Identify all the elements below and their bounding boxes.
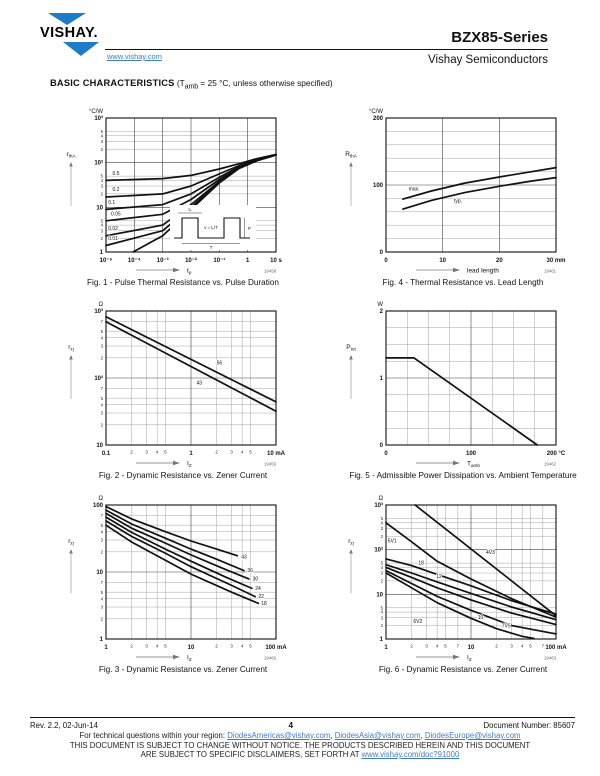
svg-text:W: W bbox=[377, 302, 383, 308]
svg-text:100: 100 bbox=[372, 183, 383, 189]
svg-text:4: 4 bbox=[435, 643, 439, 649]
section-heading bbox=[50, 78, 333, 91]
fig5-chart-svg bbox=[338, 297, 588, 469]
svg-text:typ.: typ. bbox=[454, 198, 463, 205]
svg-text:19463: 19463 bbox=[544, 655, 556, 661]
svg-text:7: 7 bbox=[100, 512, 103, 518]
division-title: Vishay Semiconductors bbox=[428, 54, 548, 66]
svg-text:3: 3 bbox=[380, 570, 383, 576]
legal-line-1: THIS DOCUMENT IS SUBJECT TO CHANGE WITHOUT NOTICE. THE PRODUCTS DESCRIBED HEREIN AND THIS DOCUMENT bbox=[69, 741, 531, 750]
svg-text:0.5: 0.5 bbox=[112, 170, 120, 177]
svg-text:1: 1 bbox=[379, 376, 383, 382]
chart-graphics bbox=[345, 109, 565, 275]
svg-text:4: 4 bbox=[155, 449, 159, 455]
svg-text:19458: 19458 bbox=[264, 268, 276, 274]
svg-text:3: 3 bbox=[230, 449, 233, 455]
fig6-caption: Fig. 6 - Dynamic Resistance vs. Zener Current bbox=[378, 665, 548, 674]
svg-text:4: 4 bbox=[100, 335, 103, 341]
svg-text:56: 56 bbox=[216, 360, 223, 367]
svg-text:100 mA: 100 mA bbox=[265, 645, 287, 651]
svg-text:3: 3 bbox=[100, 537, 103, 543]
svg-text:4: 4 bbox=[100, 402, 103, 408]
svg-text:7V5: 7V5 bbox=[501, 623, 511, 630]
svg-text:5: 5 bbox=[100, 218, 103, 224]
svg-text:100: 100 bbox=[92, 503, 103, 509]
svg-text:2: 2 bbox=[100, 355, 103, 361]
svg-text:rzj: $r_{zj}$ bbox=[348, 538, 354, 546]
svg-text:5: 5 bbox=[100, 589, 103, 595]
svg-text:rthA: $r_{thA}$ bbox=[66, 151, 76, 159]
svg-text:3: 3 bbox=[510, 643, 513, 649]
footer-row bbox=[30, 721, 575, 730]
fig6-chart-svg bbox=[338, 491, 588, 663]
svg-text:5: 5 bbox=[380, 560, 383, 566]
svg-text:3: 3 bbox=[380, 525, 383, 531]
svg-text:2: 2 bbox=[380, 578, 383, 584]
footer-rule bbox=[30, 717, 575, 718]
svg-text:4: 4 bbox=[380, 609, 383, 615]
legal-line-2 bbox=[0, 750, 600, 759]
section-title: BASIC CHARACTERISTICS bbox=[50, 78, 175, 88]
svg-text:200 °C: 200 °C bbox=[546, 451, 566, 457]
svg-text:4: 4 bbox=[520, 643, 524, 649]
svg-text:10: 10 bbox=[439, 258, 447, 264]
revision-text: Rev. 2.2, 02-Jun-14 bbox=[30, 721, 98, 730]
svg-text:0.02: 0.02 bbox=[108, 226, 118, 233]
svg-text:10: 10 bbox=[96, 443, 103, 449]
svg-text:10⁻²: 10⁻² bbox=[185, 258, 197, 264]
svg-text:1: 1 bbox=[99, 637, 103, 643]
svg-text:RthA: $R_{thA}$ bbox=[345, 151, 357, 159]
svg-text:10⁻⁴: 10⁻⁴ bbox=[127, 258, 141, 264]
svg-text:Tamb: $T_{amb}$ bbox=[467, 460, 480, 469]
svg-text:5: 5 bbox=[100, 328, 103, 334]
svg-text:5: 5 bbox=[529, 643, 532, 649]
figure-5 bbox=[338, 297, 588, 480]
svg-text:tₚ: tₚ bbox=[188, 207, 192, 212]
svg-text:22: 22 bbox=[258, 593, 264, 600]
svg-text:5: 5 bbox=[100, 395, 103, 401]
fig1-chart-svg bbox=[58, 104, 308, 276]
svg-text:5: 5 bbox=[164, 449, 167, 455]
fig5-caption: Fig. 5 - Admissible Power Dissipation vs. Ambient Temperature bbox=[349, 471, 577, 480]
svg-text:Ptot: $P_{tot}$ bbox=[346, 344, 356, 352]
svg-text:0.01: 0.01 bbox=[108, 236, 118, 243]
svg-text:19462: 19462 bbox=[544, 461, 556, 467]
svg-text:3: 3 bbox=[100, 604, 103, 610]
fig2-caption: Fig. 2 - Dynamic Resistance vs. Zener Current bbox=[98, 471, 268, 480]
email-link-asia[interactable]: DiodesAsia@vishay.com bbox=[334, 731, 421, 740]
contact-line bbox=[0, 731, 600, 740]
svg-text:2: 2 bbox=[215, 643, 218, 649]
svg-text:10⁻¹: 10⁻¹ bbox=[213, 258, 226, 264]
svg-text:IZ: $I_Z$ bbox=[187, 654, 192, 663]
svg-text:2: 2 bbox=[100, 616, 103, 622]
svg-text:5: 5 bbox=[164, 643, 167, 649]
svg-text:10³: 10³ bbox=[374, 503, 383, 509]
svg-text:2: 2 bbox=[379, 309, 383, 315]
contact-prefix: For technical questions within your region: bbox=[79, 731, 228, 740]
svg-text:10³: 10³ bbox=[94, 116, 103, 122]
svg-text:3: 3 bbox=[100, 183, 103, 189]
document-number: Document Number: 85607 bbox=[483, 721, 575, 730]
svg-text:3: 3 bbox=[145, 643, 148, 649]
svg-text:IZ: $I_Z$ bbox=[187, 460, 192, 469]
svg-text:10: 10 bbox=[96, 570, 103, 576]
svg-text:1: 1 bbox=[99, 250, 103, 256]
svg-text:7: 7 bbox=[541, 643, 545, 649]
chart-graphics bbox=[348, 496, 567, 662]
svg-text:4: 4 bbox=[380, 520, 383, 526]
svg-text:24: 24 bbox=[255, 585, 261, 592]
svg-text:1: 1 bbox=[189, 451, 193, 457]
svg-text:v = tₚ/T: v = tₚ/T bbox=[204, 225, 218, 230]
chart-graphics bbox=[68, 302, 285, 468]
svg-text:rzj: $r_{zj}$ bbox=[68, 344, 74, 352]
svg-text:10: 10 bbox=[477, 615, 484, 622]
svg-text:2: 2 bbox=[130, 449, 133, 455]
svg-text:0.1: 0.1 bbox=[108, 200, 116, 207]
svg-text:4: 4 bbox=[100, 596, 103, 602]
fig3-chart-svg bbox=[58, 491, 308, 663]
section-condition: (T bbox=[174, 78, 185, 88]
svg-text:0: 0 bbox=[384, 451, 388, 457]
figure-2 bbox=[58, 297, 308, 480]
svg-text:3: 3 bbox=[100, 343, 103, 349]
svg-text:1: 1 bbox=[384, 645, 388, 651]
svg-text:3: 3 bbox=[100, 410, 103, 416]
legal-line-2-text: ARE SUBJECT TO SPECIFIC DISCLAIMERS, SET FORTH AT bbox=[140, 750, 362, 759]
fig4-caption: Fig. 4 - Thermal Resistance vs. Lead Length bbox=[382, 278, 544, 287]
svg-text:lead length: lead length bbox=[467, 267, 499, 275]
svg-text:5: 5 bbox=[100, 173, 103, 179]
svg-text:3: 3 bbox=[145, 449, 148, 455]
svg-text:10: 10 bbox=[376, 592, 383, 599]
svg-text:43: 43 bbox=[196, 380, 203, 387]
section-condition-post: = 25 °C, unless otherwise specified) bbox=[198, 78, 333, 88]
separator: , bbox=[420, 731, 425, 740]
logo-wordmark: VISHAY. bbox=[40, 25, 98, 41]
series-title: BZX85-Series bbox=[451, 29, 548, 46]
svg-text:5: 5 bbox=[100, 129, 103, 135]
svg-text:10 mA: 10 mA bbox=[266, 451, 286, 457]
svg-text:10²: 10² bbox=[94, 376, 103, 382]
email-link-europe[interactable]: DiodesEurope@vishay.com bbox=[424, 731, 521, 740]
logo-triangle-bottom-icon bbox=[63, 42, 99, 56]
svg-text:2: 2 bbox=[100, 236, 103, 242]
svg-text:1: 1 bbox=[245, 258, 250, 264]
svg-text:0.1: 0.1 bbox=[101, 451, 111, 457]
svg-text:2: 2 bbox=[410, 643, 413, 649]
svg-text:2: 2 bbox=[380, 533, 383, 539]
svg-text:4: 4 bbox=[155, 643, 159, 649]
disclaimer-link[interactable]: www.vishay.com/doc?91000 bbox=[361, 750, 460, 759]
svg-text:0.05: 0.05 bbox=[110, 211, 121, 218]
svg-text:3: 3 bbox=[100, 228, 103, 234]
svg-text:6V2: 6V2 bbox=[413, 618, 423, 625]
svg-text:7: 7 bbox=[100, 385, 103, 391]
svg-text:Ω: Ω bbox=[98, 302, 103, 308]
separator: , bbox=[330, 731, 335, 740]
svg-text:4: 4 bbox=[100, 178, 103, 184]
svg-text:7: 7 bbox=[456, 643, 460, 649]
svg-text:2: 2 bbox=[100, 549, 103, 555]
svg-text:3: 3 bbox=[380, 615, 383, 621]
svg-text:10: 10 bbox=[96, 205, 103, 212]
logo-triangle-top-icon bbox=[48, 13, 86, 25]
svg-text:3: 3 bbox=[100, 138, 103, 144]
svg-text:°C/W: °C/W bbox=[368, 109, 383, 115]
chart-graphics bbox=[346, 302, 566, 468]
svg-text:20: 20 bbox=[495, 258, 503, 264]
svg-text:12: 12 bbox=[436, 574, 442, 581]
svg-text:30 mm: 30 mm bbox=[546, 258, 566, 264]
svg-text:2: 2 bbox=[100, 422, 103, 428]
svg-text:1: 1 bbox=[379, 637, 383, 643]
fig1-caption: Fig. 1 - Pulse Thermal Resistance vs. Pulse Duration bbox=[87, 278, 279, 287]
svg-text:2: 2 bbox=[380, 623, 383, 629]
svg-text:5: 5 bbox=[100, 522, 103, 528]
svg-text:0: 0 bbox=[379, 443, 383, 449]
svg-text:3: 3 bbox=[425, 643, 428, 649]
svg-text:2: 2 bbox=[495, 643, 498, 649]
svg-text:4: 4 bbox=[380, 565, 383, 571]
svg-text:P: P bbox=[248, 226, 251, 231]
fig2-chart-svg bbox=[58, 297, 308, 469]
svg-text:1: 1 bbox=[104, 645, 108, 651]
svg-text:10⁻³: 10⁻³ bbox=[156, 258, 169, 264]
figure-4 bbox=[338, 104, 588, 287]
svg-text:10⁻⁵: 10⁻⁵ bbox=[99, 258, 113, 264]
svg-text:43: 43 bbox=[241, 554, 247, 561]
svg-text:2: 2 bbox=[100, 146, 103, 152]
svg-text:4: 4 bbox=[240, 449, 244, 455]
svg-text:4: 4 bbox=[240, 643, 244, 649]
fig4-chart-svg bbox=[338, 104, 588, 276]
svg-text:2: 2 bbox=[130, 643, 133, 649]
svg-text:5: 5 bbox=[444, 643, 447, 649]
svg-text:10 s: 10 s bbox=[270, 258, 282, 264]
svg-text:10: 10 bbox=[467, 645, 475, 651]
svg-text:10³: 10³ bbox=[94, 309, 103, 315]
page-number: 4 bbox=[288, 721, 293, 730]
svg-text:19459: 19459 bbox=[264, 461, 276, 467]
svg-text:5: 5 bbox=[249, 643, 252, 649]
svg-text:100 mA: 100 mA bbox=[545, 645, 567, 651]
svg-text:Ω: Ω bbox=[98, 496, 103, 502]
svg-text:5: 5 bbox=[380, 516, 383, 522]
website-link[interactable]: www.vishay.com bbox=[107, 52, 162, 61]
svg-text:7: 7 bbox=[100, 579, 103, 585]
svg-text:4: 4 bbox=[100, 529, 103, 535]
svg-text:19461: 19461 bbox=[544, 268, 556, 274]
svg-text:0: 0 bbox=[379, 250, 383, 256]
svg-text:2: 2 bbox=[215, 449, 218, 455]
svg-text:tp: $t_p$ bbox=[187, 267, 192, 276]
svg-text:3: 3 bbox=[230, 643, 233, 649]
svg-text:10²: 10² bbox=[374, 547, 383, 554]
svg-text:T: T bbox=[209, 244, 213, 250]
svg-text:36: 36 bbox=[247, 568, 253, 574]
header-rule bbox=[105, 49, 548, 50]
svg-text:IZ: $I_Z$ bbox=[467, 654, 472, 663]
figure-1 bbox=[58, 104, 308, 287]
svg-text:0.2: 0.2 bbox=[112, 187, 120, 194]
svg-text:4: 4 bbox=[100, 222, 103, 228]
svg-text:0: 0 bbox=[384, 258, 388, 264]
svg-text:10: 10 bbox=[187, 645, 195, 651]
svg-text:5: 5 bbox=[249, 449, 252, 455]
svg-text:2: 2 bbox=[100, 191, 103, 197]
svg-text:100: 100 bbox=[465, 451, 477, 457]
svg-text:10²: 10² bbox=[94, 160, 103, 167]
svg-text:Ω: Ω bbox=[378, 496, 383, 502]
email-link-americas[interactable]: DiodesAmericas@vishay.com bbox=[227, 731, 331, 740]
svg-text:30: 30 bbox=[252, 576, 259, 583]
svg-text:5V1: 5V1 bbox=[387, 538, 397, 545]
svg-text:rzj: $r_{zj}$ bbox=[68, 538, 74, 546]
figure-3 bbox=[58, 491, 308, 674]
svg-text:200: 200 bbox=[372, 116, 383, 122]
svg-text:°C/W: °C/W bbox=[88, 109, 103, 115]
fig3-caption: Fig. 3 - Dynamic Resistance vs. Zener Current bbox=[98, 665, 268, 674]
chart-graphics bbox=[66, 109, 282, 275]
svg-text:18: 18 bbox=[418, 560, 424, 567]
section-condition-sub: amb bbox=[184, 83, 199, 91]
chart-graphics bbox=[68, 496, 287, 662]
svg-text:4V3: 4V3 bbox=[485, 549, 495, 556]
svg-text:7: 7 bbox=[100, 318, 103, 324]
svg-text:4: 4 bbox=[100, 133, 103, 139]
svg-text:max.: max. bbox=[408, 186, 420, 193]
svg-text:5: 5 bbox=[380, 605, 383, 611]
svg-text:19460: 19460 bbox=[264, 655, 276, 661]
svg-text:18: 18 bbox=[261, 601, 267, 608]
figure-6 bbox=[338, 491, 588, 674]
